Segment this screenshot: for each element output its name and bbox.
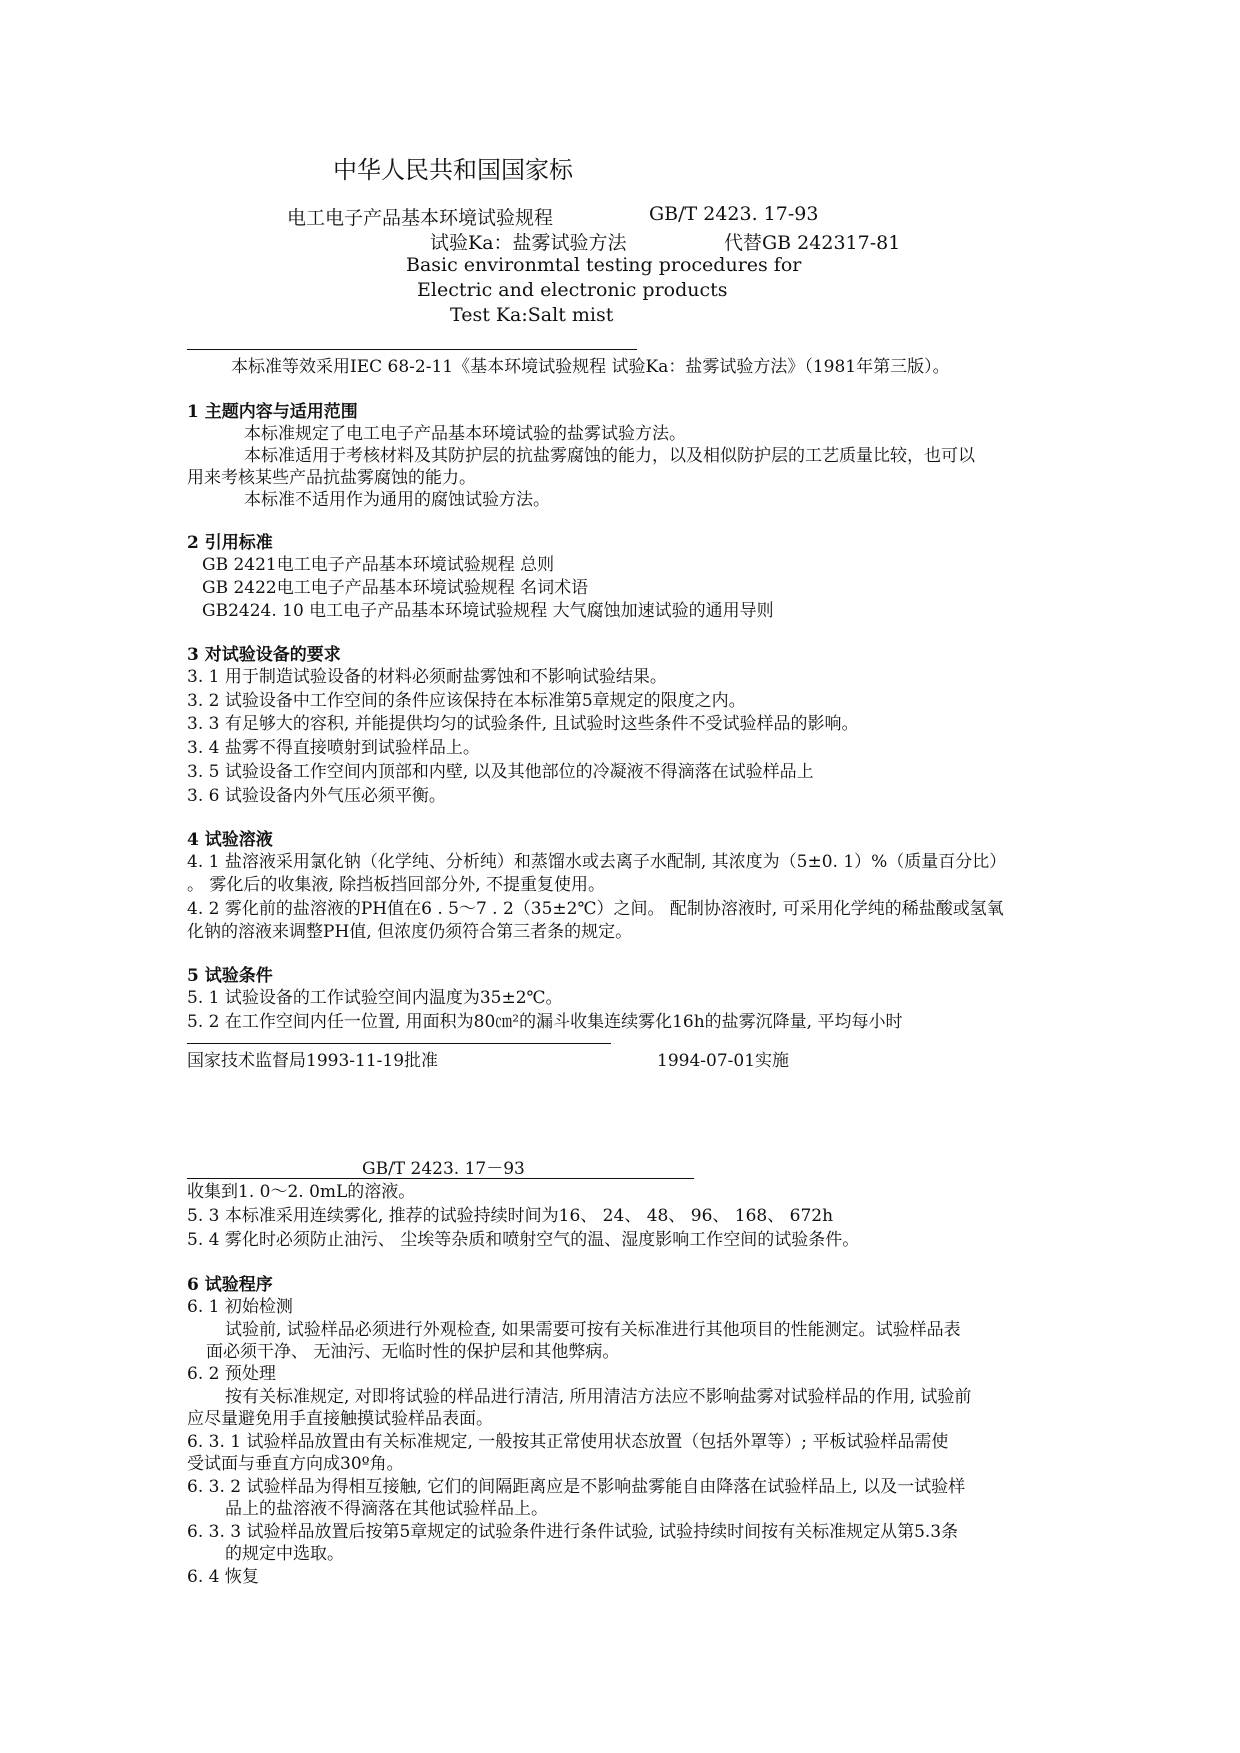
clause-3-5: 3. 5 试验设备工作空间内顶部和内壁, 以及其他部位的冷凝液不得滴落在试验样品上 — [187, 762, 814, 782]
standard-title-cn: 电工电子产品基本环境试验规程 — [287, 207, 554, 229]
section-1-para-3: 本标准不适用作为通用的腐蚀试验方法。 — [244, 490, 550, 510]
clause-5-1: 5. 1 试验设备的工作试验空间内温度为35±2℃。 — [187, 988, 563, 1008]
clause-6-2-para-2: 应尽量避免用手直接触摸试验样品表面。 — [187, 1409, 493, 1429]
title-en-line2: Electric and electronic products — [417, 279, 728, 301]
clause-5-4: 5. 4 雾化时必须防止油污、 尘埃等杂质和喷射空气的温、湿度影响工作空间的试验条件。 — [187, 1230, 860, 1250]
intro-text: 本标准等效采用IEC 68-2-11《基本环境试验规程 试验Ka：盐雾试验方法》（1981年第三版）。 — [231, 357, 950, 377]
running-header-rule — [187, 1178, 694, 1179]
reference-3: GB2424. 10 电工电子产品基本环境试验规程 大气腐蚀加速试验的通用导则 — [202, 601, 774, 621]
clause-6-3-1-line2: 受试面与垂直方向成30º角。 — [187, 1454, 404, 1474]
title-en-line3: Test Ka:Salt mist — [450, 304, 614, 326]
section-3-heading: 3 对试验设备的要求 — [187, 645, 341, 665]
approval-date: 国家技术监督局1993-11-19批准 — [187, 1051, 439, 1071]
clause-5-2: 5. 2 在工作空间内任一位置, 用面积为80㎝²的漏斗收集连续雾化16h的盐雾沉降量, 平均每小时 — [187, 1012, 903, 1032]
effective-date: 1994-07-01实施 — [657, 1051, 790, 1071]
clause-4-1-line1: 4. 1 盐溶液采用氯化钠（化学纯、分析纯）和蒸馏水或去离子水配制, 其浓度为（5±0. 1）%（质量百分比） — [187, 852, 1007, 872]
test-title-cn: 试验Ka：盐雾试验方法 — [430, 232, 627, 254]
section-2-heading: 2 引用标准 — [187, 533, 273, 553]
clause-4-2-line1: 4. 2 雾化前的盐溶液的PH值在6 . 5～7 . 2（35±2℃）之间。 配制协溶液时, 可采用化学纯的稀盐酸或氢氧 — [187, 899, 1004, 919]
clause-6-1-para-2: 面必须干净、 无油污、无临时性的保护层和其他弊病。 — [206, 1342, 620, 1362]
section-6-heading: 6 试验程序 — [187, 1275, 273, 1295]
section-1-para-2b: 用来考核某些产品抗盐雾腐蚀的能力。 — [187, 468, 476, 488]
reference-1: GB 2421电工电子产品基本环境试验规程 总则 — [202, 555, 555, 575]
standard-number: GB/T 2423. 17-93 — [649, 203, 819, 225]
title-en-line1: Basic environmtal testing procedures for — [406, 254, 802, 276]
reference-2: GB 2422电工电子产品基本环境试验规程 名词术语 — [202, 578, 589, 598]
section-5-heading: 5 试验条件 — [187, 966, 273, 986]
clause-3-4: 3. 4 盐雾不得直接喷射到试验样品上。 — [187, 738, 480, 758]
clause-6-4: 6. 4 恢复 — [187, 1567, 259, 1587]
running-header: GB/T 2423. 17－93 — [362, 1159, 525, 1179]
section-1-heading: 1 主题内容与适用范围 — [187, 402, 358, 422]
clause-4-2-line2: 化钠的溶液来调整PH值, 但浓度仍须符合第三者条的规定。 — [187, 922, 633, 942]
clause-6-1: 6. 1 初始检测 — [187, 1297, 293, 1317]
clause-6-3-2-line2: 品上的盐溶液不得滴落在其他试验样品上。 — [225, 1499, 548, 1519]
clause-6-2-para-1: 按有关标准规定, 对即将试验的样品进行清洁, 所用清洁方法应不影响盐雾对试验样品的作用, 试验前 — [225, 1387, 972, 1407]
replaces-standard: 代替GB 242317-81 — [724, 232, 901, 254]
clause-6-3-3-line1: 6. 3. 3 试验样品放置后按第5章规定的试验条件进行条件试验, 试验持续时间按有关标准规定从第5.3条 — [187, 1522, 959, 1542]
clause-4-1-line2: 。 雾化后的收集液, 除挡板挡回部分外, 不提重复使用。 — [187, 875, 606, 895]
section-4-heading: 4 试验溶液 — [187, 830, 273, 850]
clause-6-3-1-line1: 6. 3. 1 试验样品放置由有关标准规定, 一般按其正常使用状态放置（包括外罩等）; 平板试验样品需使 — [187, 1432, 949, 1452]
clause-3-2: 3. 2 试验设备中工作空间的条件应该保持在本标准第5章规定的限度之内。 — [187, 691, 746, 711]
section-1-para-2a: 本标准适用于考核材料及其防护层的抗盐雾腐蚀的能力，以及相似防护层的工艺质量比较，也可以 — [244, 446, 975, 466]
section-1-para-1: 本标准规定了电工电子产品基本环境试验的盐雾试验方法。 — [244, 424, 686, 444]
clause-6-3-3-line2: 的规定中选取。 — [225, 1544, 344, 1564]
clause-3-1: 3. 1 用于制造试验设备的材料必须耐盐雾蚀和不影响试验结果。 — [187, 667, 667, 687]
document-title: 中华人民共和国国家标 — [333, 156, 573, 184]
continued-text: 收集到1. 0～2. 0mL的溶液。 — [187, 1182, 416, 1202]
clause-6-3-2-line1: 6. 3. 2 试验样品为得相互接触, 它们的间隔距离应是不影响盐雾能自由降落在试验样品上, 以及一试验样 — [187, 1477, 966, 1497]
clause-6-2: 6. 2 预处理 — [187, 1364, 276, 1384]
clause-5-3: 5. 3 本标准采用连续雾化, 推荐的试验持续时间为16、 24、 48、 96、 168、 672h — [187, 1206, 834, 1226]
clause-3-3: 3. 3 有足够大的容积, 并能提供均匀的试验条件, 且试验时这些条件不受试验样品的影响。 — [187, 714, 859, 734]
clause-3-6: 3. 6 试验设备内外气压必须平衡。 — [187, 786, 446, 806]
footer-divider — [187, 1043, 611, 1044]
clause-6-1-para-1: 试验前, 试验样品必须进行外观检查, 如果需要可按有关标准进行其他项目的性能测定。试验样品表 — [225, 1320, 961, 1340]
header-divider — [187, 349, 637, 350]
